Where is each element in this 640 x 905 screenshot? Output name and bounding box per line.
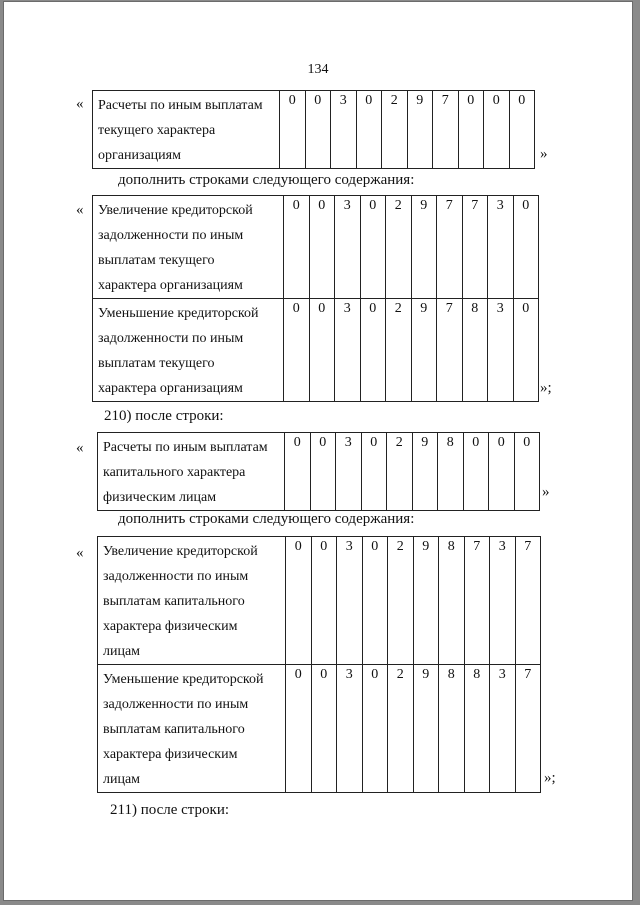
code-digit: 0 [311,665,337,793]
code-digit: 0 [362,665,388,793]
code-digit: 0 [356,91,382,169]
table-row [93,91,535,169]
code-digit: 0 [309,299,335,402]
open-quote: « [76,545,84,561]
code-digit: 3 [337,537,363,665]
code-digit: 2 [387,433,413,511]
code-digit: 2 [388,537,414,665]
code-digit: 0 [513,196,539,299]
code-digit: 7 [464,537,490,665]
code-digit: 0 [458,91,484,169]
code-digit: 0 [310,433,336,511]
page-number: 134 [307,62,329,77]
code-digit: 3 [337,665,363,793]
intro-text: 211) после строки: [110,802,230,818]
code-digit: 9 [413,665,439,793]
code-digit: 0 [509,91,535,169]
document-page [4,2,632,900]
close-quote: »; [544,770,556,786]
code-digit: 9 [412,433,438,511]
row-label: Расчеты по иным выплатам капитального характера физическим лицам [98,433,285,511]
row-label: Уменьшение кредиторской задолженности по иным выплатам капитального характера физическим лицам [98,665,286,793]
code-digit: 0 [311,537,337,665]
code-digit: 3 [331,91,357,169]
code-digit: 8 [439,537,465,665]
code-digit: 3 [490,537,516,665]
code-digit: 3 [336,433,362,511]
code-digit: 9 [407,91,433,169]
code-digit: 0 [489,433,515,511]
table-row [93,299,539,402]
code-digit: 0 [361,433,387,511]
code-digit: 0 [284,299,310,402]
code-digit: 0 [309,196,335,299]
code-digit: 0 [305,91,331,169]
table-row [93,196,539,299]
code-table-2 [92,195,539,402]
code-digit: 7 [515,665,541,793]
open-quote: « [76,440,84,456]
code-digit: 0 [286,665,312,793]
code-digit: 2 [386,196,412,299]
code-digit: 2 [382,91,408,169]
code-digit: 3 [335,299,361,402]
code-digit: 0 [514,433,540,511]
code-digit: 8 [438,433,464,511]
code-digit: 0 [513,299,539,402]
open-quote: « [76,202,84,218]
code-digit: 8 [439,665,465,793]
close-quote: »; [540,380,552,396]
code-digit: 7 [437,196,463,299]
open-quote: « [76,96,84,112]
code-digit: 0 [286,537,312,665]
row-label: Увеличение кредиторской задолженности по иным выплатам текущего характера организациям [93,196,284,299]
code-digit: 2 [386,299,412,402]
intro-text: дополнить строками следующего содержания: [118,511,415,527]
close-quote: » [540,146,548,162]
table-row [98,537,541,665]
code-digit: 3 [335,196,361,299]
code-digit: 8 [464,665,490,793]
row-label: Уменьшение кредиторской задолженности по иным выплатам текущего характера организациям [93,299,284,402]
code-digit: 0 [360,299,386,402]
code-digit: 0 [284,196,310,299]
table-row [98,665,541,793]
code-digit: 7 [462,196,488,299]
code-digit: 3 [490,665,516,793]
code-digit: 3 [488,299,514,402]
row-label: Расчеты по иным выплатам текущего характера организациям [93,91,280,169]
code-digit: 9 [411,299,437,402]
code-digit: 7 [433,91,459,169]
code-digit: 0 [360,196,386,299]
code-digit: 9 [411,196,437,299]
code-digit: 3 [488,196,514,299]
code-digit: 7 [515,537,541,665]
code-digit: 0 [280,91,306,169]
code-digit: 0 [285,433,311,511]
code-digit: 0 [463,433,489,511]
close-quote: » [542,484,550,500]
code-digit: 7 [437,299,463,402]
code-digit: 8 [462,299,488,402]
code-digit: 2 [388,665,414,793]
intro-text: дополнить строками следующего содержания: [118,172,415,188]
code-table-3 [97,432,540,511]
code-digit: 0 [362,537,388,665]
code-digit: 9 [413,537,439,665]
row-label: Увеличение кредиторской задолженности по иным выплатам капитального характера физическим лицам [98,537,286,665]
code-table-1 [92,90,535,169]
intro-text: 210) после строки: [104,408,224,424]
table-row [98,433,540,511]
code-table-4 [97,536,541,793]
code-digit: 0 [484,91,510,169]
